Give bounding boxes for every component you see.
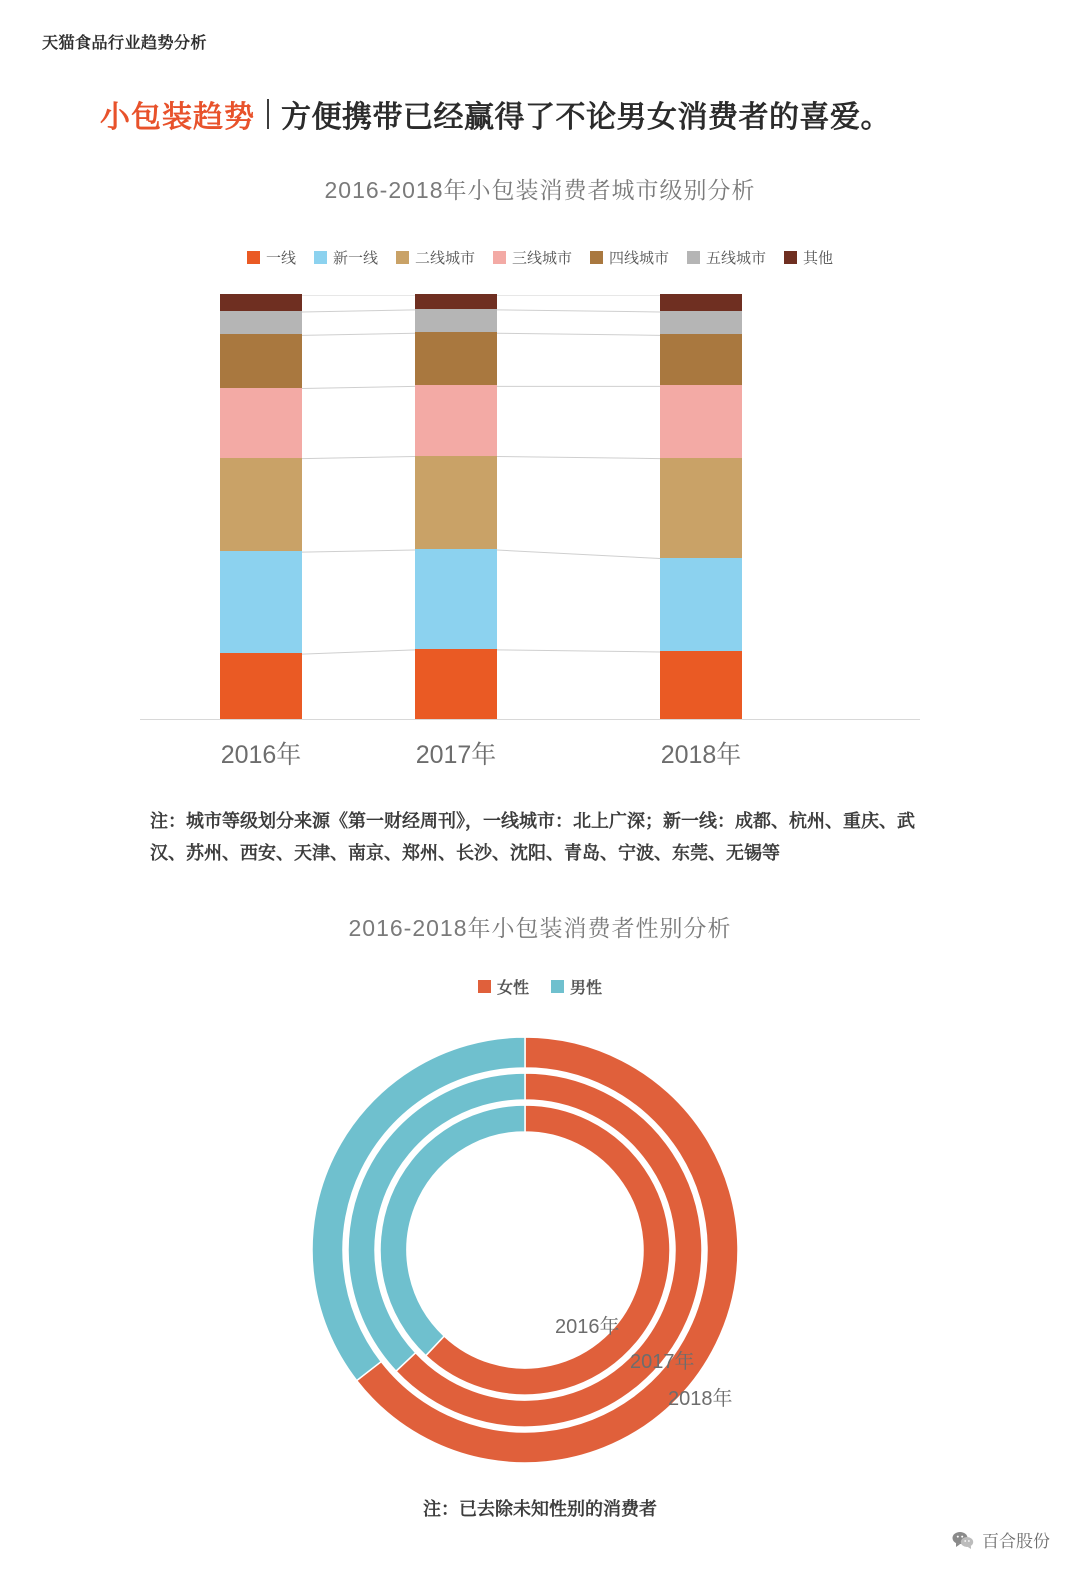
bar-segment xyxy=(660,294,742,311)
headline-accent: 小包装趋势 xyxy=(100,101,255,134)
legend-label: 五线城市 xyxy=(706,250,767,267)
gender-chart-note: 注：已去除未知性别的消费者 xyxy=(423,1499,657,1519)
legend-item xyxy=(590,247,669,268)
city-chart-note: 注：城市等级划分来源《第一财经周刊》，一线城市：北上广深；新一线：成都、杭州、重庆、武汉、苏州、西安、天津、南京、郑州、长沙、沈阳、青岛、宁波、东莞、无锡等 xyxy=(150,811,915,863)
connector-line xyxy=(302,333,415,335)
legend-label: 女性 xyxy=(496,980,529,997)
bar-column xyxy=(220,294,302,719)
legend-label: 二线城市 xyxy=(414,250,475,267)
legend-item xyxy=(687,247,766,268)
legend-item xyxy=(396,247,475,268)
connector-line xyxy=(497,650,660,652)
connector-line xyxy=(497,310,660,312)
bar-segment xyxy=(220,551,302,653)
bar-segment xyxy=(660,334,742,385)
bar-segment xyxy=(660,558,742,652)
legend-label: 其他 xyxy=(803,250,834,267)
ring-label-2016: 2016年 xyxy=(555,1316,620,1338)
city-chart-legend xyxy=(0,247,1080,268)
legend-swatch xyxy=(687,251,700,264)
bar-segment xyxy=(660,385,742,457)
legend-item xyxy=(478,975,529,998)
bar-segment xyxy=(660,458,742,558)
x-axis-label: 2017年 xyxy=(415,741,497,769)
connector-line xyxy=(302,457,415,459)
bar-segment xyxy=(415,332,497,385)
headline xyxy=(100,92,1000,136)
city-chart-title: 2016-2018年小包装消费者城市级别分析 xyxy=(324,177,756,203)
legend-item xyxy=(551,975,602,998)
legend-label: 三线城市 xyxy=(511,250,572,267)
gender-chart-legend xyxy=(0,975,1080,998)
bar-segment xyxy=(415,649,497,719)
connector-line xyxy=(302,310,415,312)
bar-segment xyxy=(415,456,497,550)
gender-chart-plot xyxy=(0,1030,1080,1470)
bar-segment xyxy=(415,549,497,649)
legend-swatch xyxy=(784,251,797,264)
legend-label: 一线 xyxy=(265,250,296,267)
bar-segment xyxy=(415,385,497,455)
connector-line xyxy=(497,457,660,459)
connector-line xyxy=(497,550,660,559)
bar-segment xyxy=(220,334,302,387)
bar-column xyxy=(415,294,497,719)
x-axis-label: 2018年 xyxy=(660,741,742,769)
bar-segment xyxy=(660,311,742,334)
connector-line xyxy=(302,650,415,654)
x-axis-label: 2016年 xyxy=(220,741,302,769)
headline-divider xyxy=(267,99,269,129)
nested-donut-svg xyxy=(0,1030,1080,1470)
legend-label: 新一线 xyxy=(332,250,378,267)
city-chart-plot xyxy=(140,295,920,720)
legend-swatch xyxy=(314,251,327,264)
gender-chart-title: 2016-2018年小包装消费者性别分析 xyxy=(348,915,732,941)
legend-label: 男性 xyxy=(570,980,603,997)
legend-item xyxy=(314,247,378,268)
legend-item xyxy=(784,247,833,268)
document-header: 天猫食品行业趋势分析 xyxy=(42,35,208,52)
footer-account-name: 百合股份 xyxy=(982,1532,1050,1551)
bar-segment xyxy=(415,309,497,332)
connector-line xyxy=(302,386,415,388)
headline-main: 方便携带已经赢得了不论男女消费者的喜爱。 xyxy=(281,101,891,134)
bar-column xyxy=(660,294,742,719)
connector-line xyxy=(302,550,415,552)
bar-segment xyxy=(220,388,302,458)
ring-label-2017: 2017年 xyxy=(630,1351,695,1373)
bar-segment xyxy=(220,458,302,552)
legend-swatch xyxy=(551,980,564,993)
bar-segment xyxy=(415,294,497,309)
wechat-icon xyxy=(952,1531,974,1549)
legend-swatch xyxy=(247,251,260,264)
ring-label-2018: 2018年 xyxy=(668,1388,733,1410)
legend-item xyxy=(493,247,572,268)
legend-swatch xyxy=(478,980,491,993)
bar-segment xyxy=(220,653,302,719)
bar-segment xyxy=(220,311,302,334)
legend-swatch xyxy=(590,251,603,264)
footer-account-badge xyxy=(952,1527,1050,1552)
x-axis-line xyxy=(140,719,920,720)
city-chart-x-labels xyxy=(140,735,920,769)
connector-line xyxy=(497,333,660,335)
legend-swatch xyxy=(493,251,506,264)
legend-item xyxy=(247,247,296,268)
legend-swatch xyxy=(396,251,409,264)
bar-segment xyxy=(660,651,742,719)
legend-label: 四线城市 xyxy=(609,250,670,267)
bar-segment xyxy=(220,294,302,311)
